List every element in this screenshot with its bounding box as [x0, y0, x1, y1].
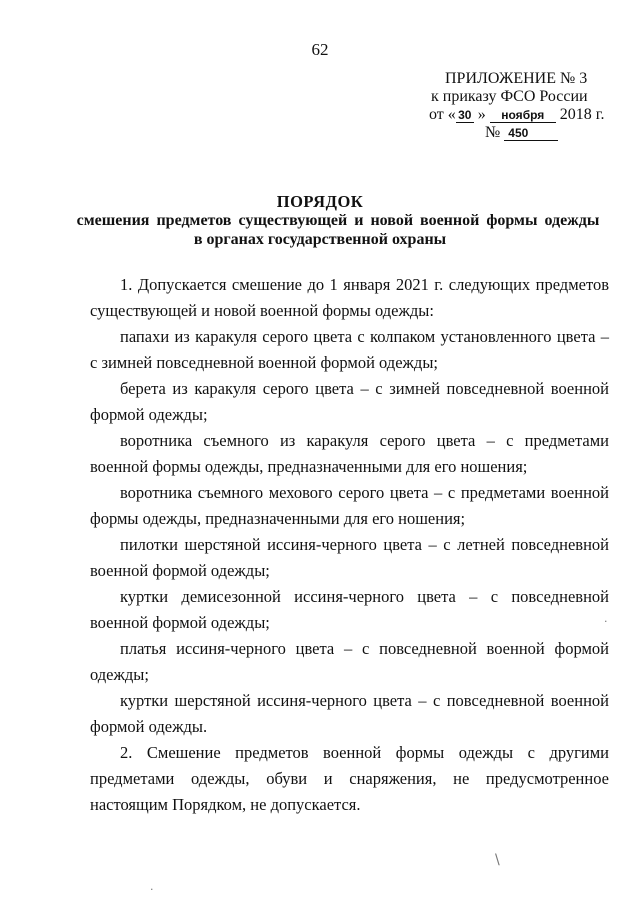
appendix-header [425, 70, 625, 142]
paragraph-7: куртки демисезонной иссиня-черного цвета – с повседневной военной формой одежды; [90, 587, 609, 632]
document-title [0, 192, 640, 249]
title-line-2: смешения предметов существующей и новой военной формы одежды [76, 212, 600, 229]
number-prefix: № [485, 124, 505, 141]
appendix-title: ПРИЛОЖЕНИЕ № 3 [445, 70, 588, 87]
date-day: 30 [456, 108, 474, 123]
date-year: 2018 г. [555, 106, 605, 123]
scan-speck: · [604, 615, 608, 628]
order-number: 450 [504, 126, 558, 141]
document-body [90, 272, 609, 818]
title-line-3: в органах государственной охраны [193, 231, 447, 248]
paragraph-4: воротника съемного из каракуля серого цвета – с предметами военной формы одежды, предназначенными для его ношения; [90, 431, 609, 476]
paragraph-2: папахи из каракуля серого цвета с колпаком установленного цвета – с зимней повседневной военной формой одежды; [90, 327, 609, 372]
appendix-date [425, 106, 625, 124]
scan-stroke: \ [495, 852, 500, 868]
page-number: 62 [311, 40, 329, 59]
title-line-1: ПОРЯДОК [276, 192, 364, 211]
appendix-order-ref: к приказу ФСО России [431, 88, 588, 105]
paragraph-8: платья иссиня-черного цвета – с повседневной военной формой одежды; [90, 639, 609, 684]
paragraph-3: берета из каракуля серого цвета – с зимней повседневной военной формой одежды; [90, 379, 609, 424]
scan-speck-2: · [150, 883, 154, 896]
paragraph-5: воротника съемного мехового серого цвета – с предметами военной формы одежды, предназначенными для его ношения; [90, 483, 609, 528]
date-month: ноября [490, 108, 556, 123]
paragraph-1: 1. Допускается смешение до 1 января 2021 г. следующих предметов существующей и новой военной формы одежды: [90, 275, 609, 320]
date-mid: » [473, 106, 490, 123]
date-prefix: от « [429, 106, 456, 123]
paragraph-6: пилотки шерстяной иссиня-черного цвета – с летней повседневной военной формой одежды; [90, 535, 609, 580]
paragraph-9: куртки шерстяной иссиня-черного цвета – с повседневной военной формой одежды. [90, 691, 609, 736]
paragraph-10: 2. Смешение предметов военной формы одежды с другими предметами одежды, обуви и снаряжения, не предусмотренное настоящим Порядком, не допускается. [90, 743, 609, 814]
appendix-number [425, 124, 625, 142]
